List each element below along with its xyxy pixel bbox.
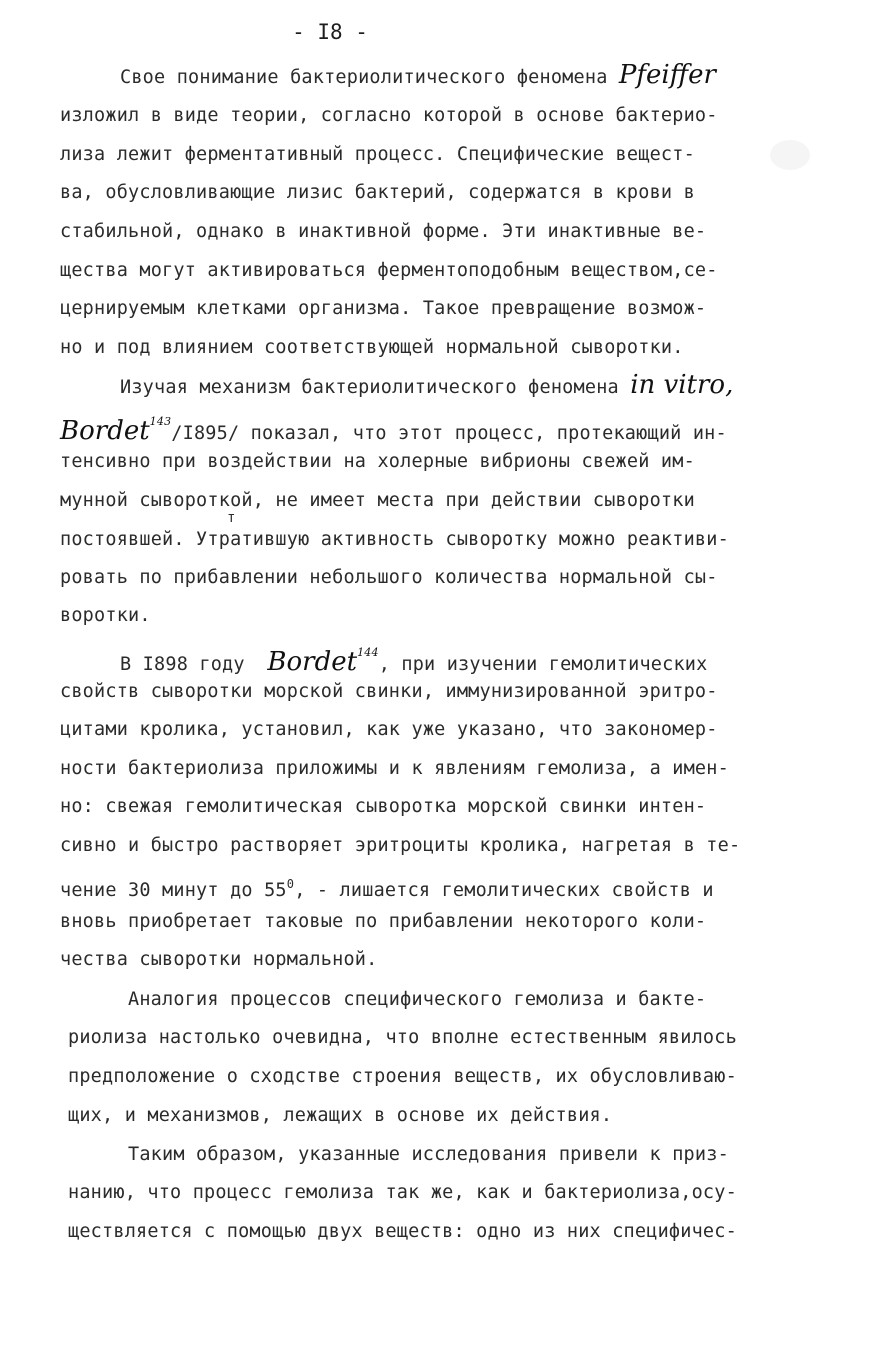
text-line: нанию, что процесс гемолиза так же, как и бактериолиза,осу- bbox=[68, 1182, 737, 1203]
text-line: тенсивно при воздействии на холерные вибрионы свежей им- bbox=[60, 451, 695, 472]
text-line: стабильной, однако в инактивной форме. Эти инактивные ве- bbox=[60, 221, 707, 242]
text-line: свойств сыворотки морской свинки, иммунизированной эритро- bbox=[60, 681, 718, 702]
text-line: предположение о сходстве строения веществ, их обусловливаю- bbox=[68, 1066, 737, 1087]
text-line: чение 30 минут до $55^0$, - лишается гемолитических свойств и bbox=[60, 877, 714, 901]
text-line: но: свежая гемолитическая сыворотка морской свинки интен- bbox=[60, 796, 707, 817]
typed-correction-letter: т bbox=[227, 510, 236, 526]
reference-number: 144 bbox=[357, 646, 379, 659]
text-line: риолиза настолько очевидна, что вполне естественным явилось bbox=[68, 1027, 737, 1048]
text-line: В I898 году Bordet$^{144}$, при изучении гемолитических bbox=[120, 646, 708, 677]
reference-number: 143 bbox=[149, 415, 172, 428]
text-line: сивно и быстро растворяет эритроциты кролика, нагретая в те- bbox=[60, 835, 741, 856]
text-line: вновь приобретает таковые по прибавлении некоторого коли- bbox=[60, 911, 707, 932]
degree-superscript: 0 bbox=[286, 877, 295, 891]
page-number: - I8 - bbox=[292, 20, 368, 44]
text-line: цитами кролика, установил, как уже указано, что закономер- bbox=[60, 719, 718, 740]
text-line: щества могут активироваться ферментоподобным веществом,се- bbox=[60, 260, 718, 281]
text-line: Изучая механизм бактериолитического феномена in vitro, bbox=[120, 370, 734, 400]
handwritten-name-pfeiffer: Pfeiffer bbox=[618, 60, 716, 90]
text-line: цернируемым клетками организма. Такое превращение возмож- bbox=[60, 298, 707, 319]
text-line: Bordet$^{143}$/I895/ показал, что этот процесс, протекающий ин- bbox=[60, 415, 727, 446]
text-line: Аналогия процессов специфического гемолиза и бакте- bbox=[128, 989, 707, 1010]
text-line: мунной сывороткой, не имеет места при действии сыворотки bbox=[60, 490, 695, 511]
text-line: ва, обусловливающие лизис бактерий, содержатся в крови в bbox=[60, 182, 695, 203]
text-line: ровать по прибавлении небольшого количества нормальной сы- bbox=[60, 567, 718, 588]
text-line: ществляется с помощью двух веществ: одно из них специфичес- bbox=[68, 1221, 737, 1242]
handwritten-name-bordet: Bordet bbox=[60, 416, 150, 446]
text-line: воротки. bbox=[60, 605, 151, 626]
paper-smudge bbox=[770, 140, 810, 170]
text-line: Таким образом, указанные исследования привели к приз- bbox=[128, 1144, 729, 1165]
text-line: лиза лежит ферментативный процесс. Специфические вещест- bbox=[60, 144, 695, 165]
text-line: изложил в виде теории, согласно которой в основе бактерио- bbox=[60, 105, 718, 126]
text-line: ности бактериолиза приложимы и к явлениям гемолиза, а имен- bbox=[60, 758, 729, 779]
text-line: постоявшей. Утратившую активность сыворотку можно реактиви- bbox=[60, 529, 729, 550]
handwritten-in-vitro: in vitro, bbox=[630, 370, 734, 400]
handwritten-name-bordet: Bordet bbox=[267, 647, 358, 677]
text-line: Свое понимание бактериолитического феномена Pfeiffer bbox=[120, 60, 716, 90]
text-line: щих, и механизмов, лежащих в основе их действия. bbox=[68, 1105, 613, 1126]
text-line: но и под влиянием соответствующей нормальной сыворотки. bbox=[60, 337, 684, 358]
text-line: чества сыворотки нормальной. bbox=[60, 949, 378, 970]
